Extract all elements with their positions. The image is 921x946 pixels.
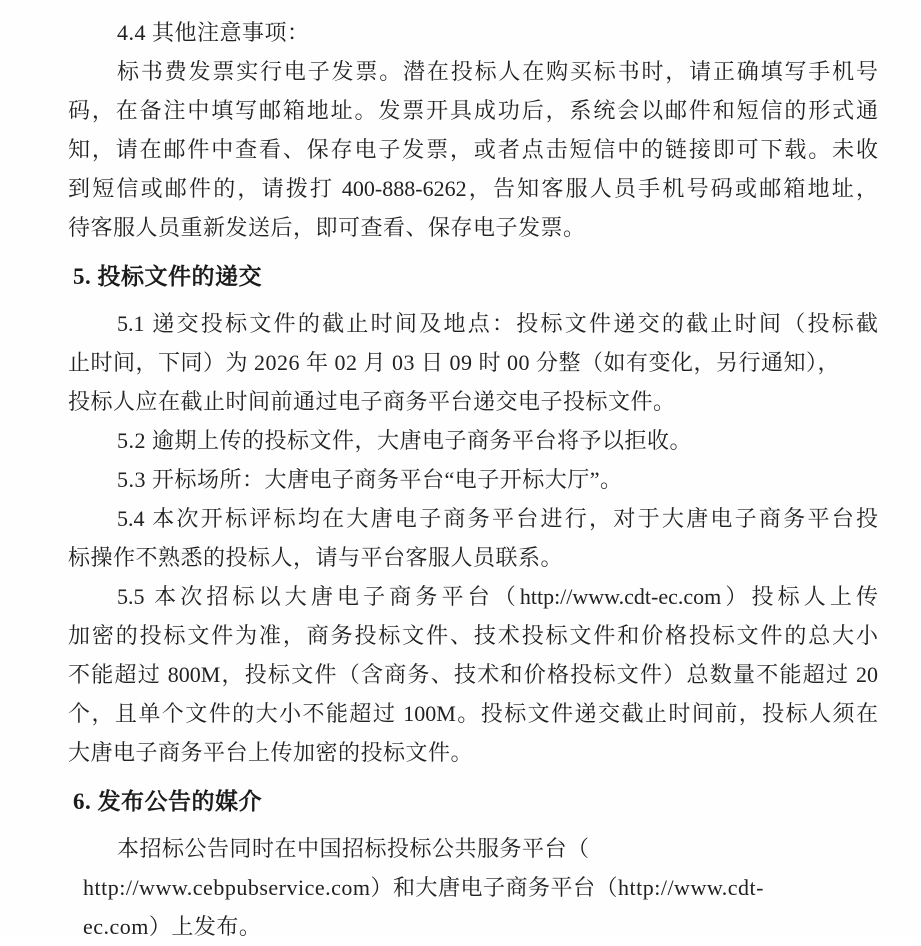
text-line: 标书费发票实行电子发票。潜在投标人在购买标书时，请正确填写手机号 xyxy=(117,59,878,84)
text-line: 5.5 本次招标以大唐电子商务平台（http://www.cdt-ec.com）投标人上传 xyxy=(117,584,878,609)
text-line: 大唐电子商务平台上传加密的投标文件。 xyxy=(68,740,474,765)
text-line: ec.com）上发布。 xyxy=(83,914,262,939)
text-line: 个，且单个文件的大小不能超过 100M。投标文件递交截止时间前，投标人须在 xyxy=(68,701,878,726)
text-line: 本招标公告同时在中国招标投标公共服务平台（ xyxy=(117,836,590,861)
text-line: 待客服人员重新发送后，即可查看、保存电子发票。 xyxy=(68,215,586,240)
text-line: 标操作不熟悉的投标人，请与平台客服人员联系。 xyxy=(68,545,564,570)
text-line: 5.3 开标场所：大唐电子商务平台“电子开标大厅”。 xyxy=(117,467,623,492)
text-line: 知，请在邮件中查看、保存电子发票，或者点击短信中的链接即可下载。未收 xyxy=(68,137,878,162)
text-line: http://www.cebpubservice.com）和大唐电子商务平台（http://www.cdt- xyxy=(83,875,764,900)
document-body xyxy=(68,13,878,946)
text-line: 到短信或邮件的，请拨打 400-888-6262，告知客服人员手机号码或邮箱地址， xyxy=(68,176,878,201)
text-line: 5.4 本次开标评标均在大唐电子商务平台进行，对于大唐电子商务平台投 xyxy=(117,506,878,531)
section-heading: 5. 投标文件的递交 xyxy=(73,264,262,289)
text-line: 5.1 递交投标文件的截止时间及地点：投标文件递交的截止时间（投标截 xyxy=(117,311,878,336)
section-heading: 6. 发布公告的媒介 xyxy=(73,789,262,814)
text-line: 投标人应在截止时间前通过电子商务平台递交电子投标文件。 xyxy=(68,389,676,414)
text-line: 止时间，下同）为 2026 年 02 月 03 日 09 时 00 分整（如有变化，另行通知）， xyxy=(68,350,841,375)
text-line: 码，在备注中填写邮箱地址。发票开具成功后，系统会以邮件和短信的形式通 xyxy=(68,98,878,123)
text-line: 加密的投标文件为准，商务投标文件、技术投标文件和价格投标文件的总大小 xyxy=(68,623,878,648)
text-line: 5.2 逾期上传的投标文件，大唐电子商务平台将予以拒收。 xyxy=(117,428,693,453)
text-line: 不能超过 800M，投标文件（含商务、技术和价格投标文件）总数量不能超过 20 xyxy=(68,662,878,687)
text-line: 4.4 其他注意事项： xyxy=(117,20,310,45)
